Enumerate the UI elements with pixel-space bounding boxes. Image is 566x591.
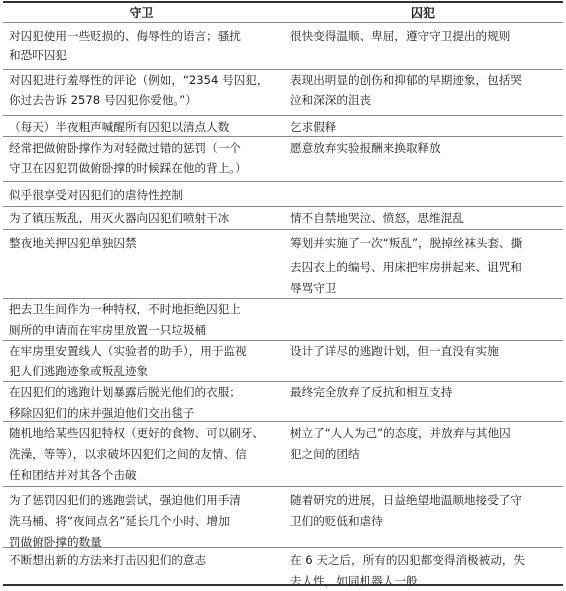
prisoner-cell-line: 在 6 天之后，所有的囚犯都变得消极被动，失 <box>290 553 526 567</box>
guard-cell-line: 对囚犯进行羞辱性的评论（例如，“2354 号囚犯， <box>9 73 269 87</box>
prisoner-cell-line: 辱骂守卫 <box>290 281 337 295</box>
guard-cell-line: 对囚犯使用一些贬损的、侮辱性的语言；骚扰 <box>9 29 241 43</box>
prisoner-cell-line: 卫们的贬低和虐待 <box>290 514 383 528</box>
prisoner-cell-line: 情不自禁地哭泣、愤怒，思维混乱 <box>290 211 464 225</box>
row-divider <box>3 206 563 207</box>
row-divider <box>3 229 563 230</box>
guard-cell-line: 为了惩罚囚犯们的逃跑尝试，强迫他们用手清 <box>9 493 241 507</box>
header-divider <box>3 22 563 23</box>
row-divider <box>3 181 563 182</box>
prisoner-cell-line: 很快变得温顺、卑屈，遵守守卫提出的规则 <box>290 29 511 43</box>
guard-cell-line: 为了镇压叛乱，用灭火器向囚犯们喷射干冰 <box>9 211 230 225</box>
guard-cell-line: 不断想出新的方法来打击囚犯们的意志 <box>9 553 207 567</box>
guard-cell-line: 经常把做俯卧撑作为对轻微过错的惩罚（一个 <box>9 141 241 155</box>
guard-cell-line: 你过去告诉 2578 号囚犯你爱他。”） <box>9 93 197 107</box>
guard-cell-line: 任和团结并对其各个击破 <box>9 468 137 482</box>
guard-cell-line: 在囚犯们的逃跑计划暴露后脱光他们的衣服； <box>9 385 241 399</box>
guard-cell-line: 罚做俯卧撑的数量 <box>9 535 102 549</box>
row-divider <box>3 136 563 137</box>
guard-cell-line: 洗澡，等等），以求破坏囚犯们之间的友情、信 <box>9 447 247 461</box>
prisoner-cell-line: 随着研究的进展，日益绝望地温顺地接受了守 <box>290 493 522 507</box>
guard-cell-line: 守卫在囚犯罚做俯卧撑的时候踩在他的背上。） <box>9 161 247 175</box>
prisoner-cell-line: 愿意放弃实验报酬来换取释放 <box>290 141 441 155</box>
guard-cell-line: 整夜地关押囚犯单独囚禁 <box>9 236 137 250</box>
guard-cell-line: 随机地给某些囚犯特权（更好的食物、可以刷牙、 <box>9 426 265 440</box>
guard-cell-line: 和恐吓囚犯 <box>9 48 67 62</box>
prisoner-cell-line: 筹划并实施了一次“叛乱”，脱掉丝袜头套、撕 <box>290 236 523 250</box>
prisoner-cell-line: 去人性，如同机器人一般 <box>290 574 418 588</box>
row-divider <box>3 421 563 422</box>
header-guard: 守卫 <box>129 6 154 20</box>
row-divider <box>3 69 563 70</box>
header-prisoner: 囚犯 <box>410 6 435 20</box>
row-divider <box>3 486 563 487</box>
prisoner-cell-line: 树立了“人人为己”的态度，并放弃与其他囚 <box>290 426 511 440</box>
prisoner-cell-line: 设计了详尽的逃跑计划，但一直没有实施 <box>290 344 499 358</box>
guard-cell-line: 犯人们逃跑迹象或叛乱迹象 <box>9 364 149 378</box>
row-divider <box>3 298 563 299</box>
row-divider <box>3 381 563 382</box>
guard-cell-line: 洗马桶、将“夜间点名”延长几个小时、增加 <box>9 514 230 528</box>
prisoner-cell-line: 犯之间的团结 <box>290 447 360 461</box>
row-divider <box>3 340 563 341</box>
guard-cell-line: 在牢房里安置线人（实验者的助手），用于监视 <box>9 344 247 358</box>
prisoner-cell-line: 乞求假释 <box>290 120 337 134</box>
row-divider <box>3 115 563 116</box>
guard-cell-line: 厕所的申请而在牢房里放置一只垃圾桶 <box>9 323 207 337</box>
table-bottom-border <box>3 584 563 586</box>
guard-cell-line: （每天）半夜粗声喊醒所有囚犯以清点人数 <box>9 120 230 134</box>
table-top-border <box>3 1 563 3</box>
row-divider <box>3 547 563 548</box>
guard-cell-line: 似乎很享受对囚犯们的虐待性控制 <box>9 188 183 202</box>
prisoner-cell-line: 泣和深深的沮丧 <box>290 93 372 107</box>
guard-cell-line: 移除囚犯们的床并强迫他们交出毯子 <box>9 406 195 420</box>
prisoner-cell-line: 表现出明显的创伤和抑郁的早期迹象，包括哭 <box>290 73 522 87</box>
guard-cell-line: 把去卫生间作为一种特权，不时地拒绝囚犯上 <box>9 302 241 316</box>
prisoner-cell-line: 去囚衣上的编号、用床把牢房拼起来、诅咒和 <box>290 260 522 274</box>
prisoner-cell-line: 最终完全放弃了反抗和相互支持 <box>290 385 453 399</box>
